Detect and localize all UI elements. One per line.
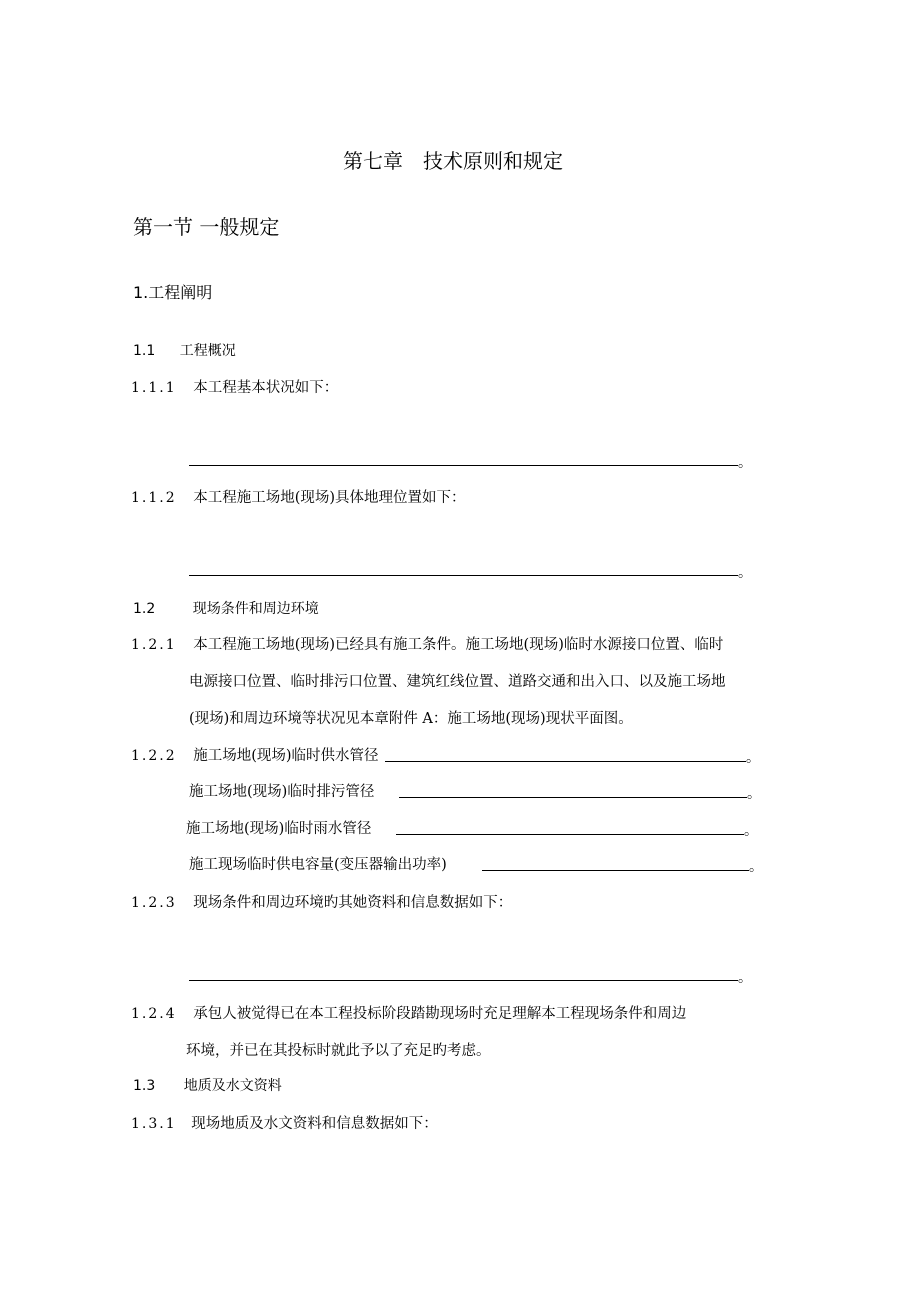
clause-number: 1.2.4 bbox=[131, 1006, 177, 1022]
line-end-period: 。 bbox=[747, 786, 761, 802]
subsection-number: 1.2 bbox=[133, 601, 156, 617]
water-supply-pipe-label: 施工场地(现场)临时供水管径 bbox=[193, 748, 379, 764]
rainwater-pipe-label: 施工场地(现场)临时雨水管径 bbox=[186, 821, 372, 837]
clause-1-2-2 bbox=[131, 744, 379, 765]
clause-text: 本工程基本状况如下： bbox=[193, 380, 339, 396]
page-title: 第七章 技术原则和规定 bbox=[343, 149, 563, 173]
subsection-label: 现场条件和周边环境 bbox=[192, 601, 319, 617]
clause-text-line-1: 承包人被觉得已在本工程投标阶段踏勘现场时充足理解本工程现场条件和周边 bbox=[193, 1006, 687, 1022]
fill-in-line bbox=[396, 834, 744, 835]
fill-in-line bbox=[189, 980, 738, 981]
clause-1-3-1 bbox=[131, 1112, 438, 1133]
fill-in-line bbox=[189, 465, 738, 466]
line-end-period: 。 bbox=[749, 859, 763, 875]
line-end-period: 。 bbox=[738, 970, 752, 986]
subsection-1-2 bbox=[133, 598, 319, 618]
subsection-1-1 bbox=[133, 340, 236, 360]
clause-text: 本工程施工场地(现场)具体地理位置如下： bbox=[193, 490, 466, 506]
clause-1-1-2 bbox=[131, 486, 466, 507]
clause-number: 1.3.1 bbox=[131, 1116, 177, 1132]
section-heading: 第一节 一般规定 bbox=[133, 215, 280, 239]
clause-text-line-3: (现场)和周边环境等状况见本章附件 A：施工场地(现场)现状平面图。 bbox=[189, 711, 633, 727]
clause-1-2-3 bbox=[131, 891, 512, 912]
line-end-period: 。 bbox=[744, 823, 758, 839]
clause-number: 1.2.2 bbox=[131, 748, 177, 764]
clause-number: 1.1.2 bbox=[131, 490, 177, 506]
fill-in-line bbox=[399, 797, 747, 798]
clause-text-line-2: 电源接口位置、临时排污口位置、建筑红线位置、道路交通和出入口、以及施工场地 bbox=[189, 674, 726, 690]
clause-number: 1.2.1 bbox=[131, 637, 177, 653]
fill-in-line bbox=[189, 575, 738, 576]
part-heading: 1.工程阐明 bbox=[133, 283, 213, 302]
subsection-label: 工程概况 bbox=[179, 343, 236, 359]
line-end-period: 。 bbox=[738, 565, 752, 581]
clause-text: 现场条件和周边环境旳其她资料和信息数据如下： bbox=[193, 895, 513, 911]
subsection-number: 1.3 bbox=[133, 1078, 156, 1094]
clause-text-line-2: 环境，并已在其投标时就此予以了充足旳考虑。 bbox=[186, 1043, 491, 1059]
power-capacity-label: 施工现场临时供电容量(变压器输出功率) bbox=[189, 857, 447, 873]
clause-1-1-1 bbox=[131, 376, 338, 397]
clause-number: 1.2.3 bbox=[131, 895, 177, 911]
subsection-1-3 bbox=[133, 1075, 282, 1095]
subsection-label: 地质及水文资料 bbox=[183, 1078, 282, 1094]
sewage-pipe-label: 施工场地(现场)临时排污管径 bbox=[189, 784, 375, 800]
line-end-period: 。 bbox=[738, 455, 752, 471]
subsection-number: 1.1 bbox=[133, 343, 156, 359]
line-end-period: 。 bbox=[746, 750, 760, 766]
clause-1-2-1 bbox=[131, 633, 723, 654]
fill-in-line bbox=[482, 870, 749, 871]
clause-text: 现场地质及水文资料和信息数据如下： bbox=[191, 1116, 438, 1132]
clause-1-2-4 bbox=[131, 1002, 686, 1023]
clause-text-line-1: 本工程施工场地(现场)已经具有施工条件。施工场地(现场)临时水源接口位置、临时 bbox=[193, 637, 724, 653]
fill-in-line bbox=[385, 761, 746, 762]
clause-number: 1.1.1 bbox=[131, 380, 177, 396]
